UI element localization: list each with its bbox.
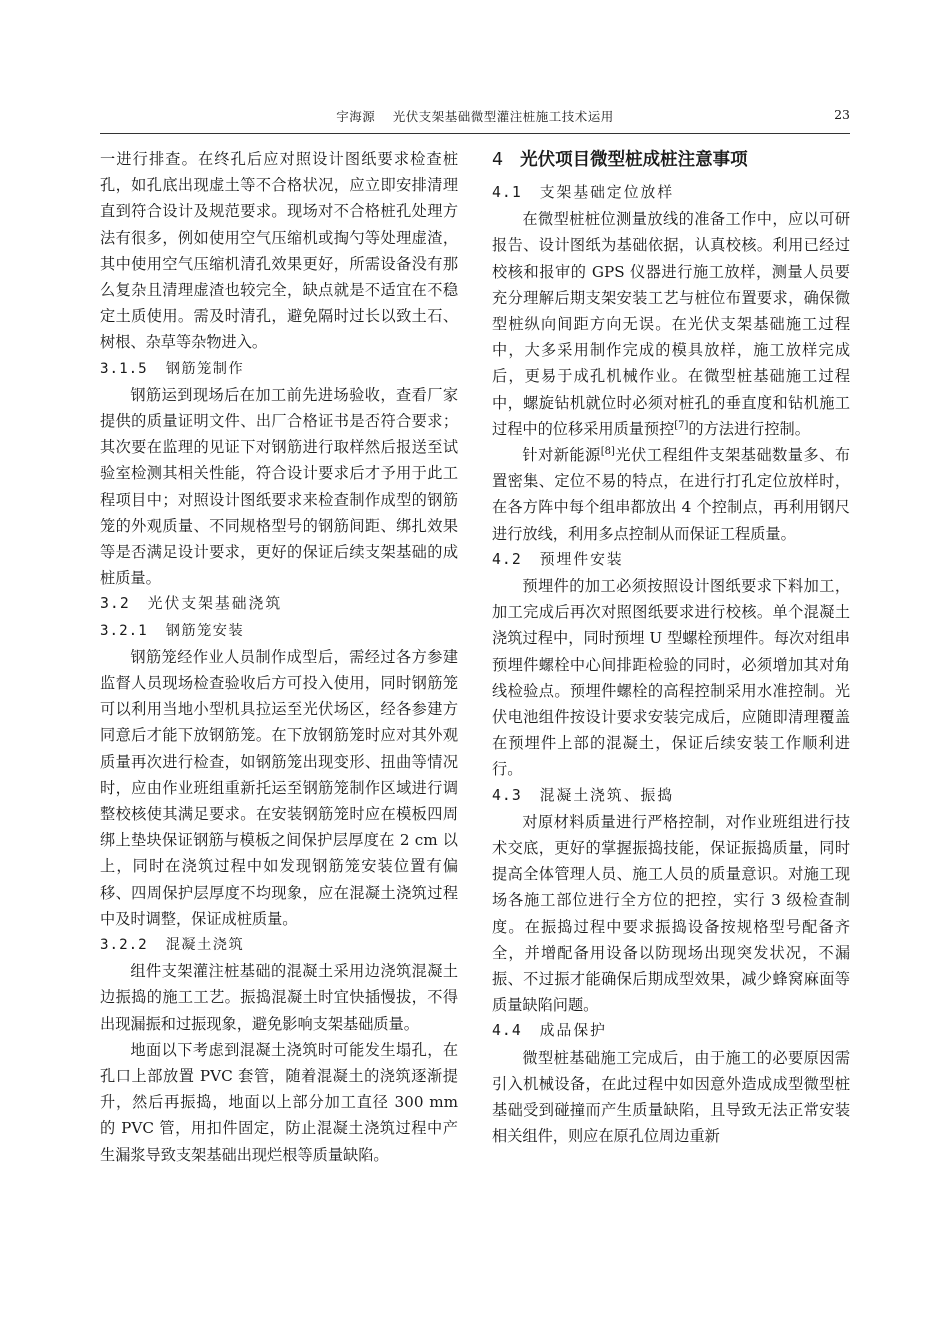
section-number: 3.2.1 <box>100 622 148 639</box>
section-number: 4.2 <box>492 550 522 568</box>
running-header-title: 宇海源 光伏支架基础微型灌注桩施工技术运用 <box>336 109 614 124</box>
section-number: 3.2 <box>100 595 130 613</box>
right-column <box>492 146 850 1149</box>
paragraph: 钢筋运到现场后在加工前先进场验收，查看厂家提供的质量证明文件、出厂合格证书是否符合要求；其次要在监理的见证下对钢筋进行取样然后报送至试验室检测其相关性能，符合设计要求后才予用于此工程项目中；对照设计图纸要求来检查制作成型的钢筋笼的外观质量、不同规格型号的钢筋间距、绑扎效果等是否满足设计要求，更好的保证后续支架基础的成桩质量。 <box>100 385 458 588</box>
section-number: 4.4 <box>492 1022 522 1040</box>
page-number: 23 <box>834 107 850 122</box>
paragraph: 地面以下考虑到混凝土浇筑时可能发生塌孔，在孔口上部放置 PVC 套管，随着混凝土的浇筑逐渐提升，然后再振捣，地面以上部分加工直径 300 mm 的 PVC 管，用扣件固定，防止混凝土浇筑过程中产生漏浆导致支架基础出现烂根等质量缺陷。 <box>100 1040 458 1164</box>
running-header <box>100 107 850 129</box>
paragraph: 对原材料质量进行严格控制，对作业班组进行技术交底，更好的掌握振捣技能，保证振捣质量，同时提高全体管理人员、施工人员的质量意识。对施工现场各施工部位进行全方位的把控，实行 3 级检查制度。在振捣过程中要求振捣设备按规格型号配备齐全，并增配备用设备以防现场出现突发状况，不漏振、不过振才能确保后期成型效果，减少蜂窝麻面等质量缺陷问题。 <box>492 812 850 1015</box>
section-heading-3-2 <box>100 591 458 617</box>
section-title: 钢筋笼安装 <box>165 622 245 639</box>
section-title: 成品保护 <box>539 1022 607 1040</box>
section-title: 混凝土浇筑、振捣 <box>539 786 675 804</box>
section-title: 混凝土浇筑 <box>165 937 245 954</box>
section-number: 4 <box>492 150 505 170</box>
citation-ref: [7] <box>674 419 689 431</box>
section-heading-3-1-5 <box>100 356 458 382</box>
section-number: 4.3 <box>492 786 522 804</box>
paragraph: 组件支架灌注桩基础的混凝土采用边浇筑混凝土边振捣的施工工艺。振捣混凝土时宜快插慢拔，不得出现漏振和过振现象，避免影响支架基础质量。 <box>100 962 458 1033</box>
section-heading-4-3 <box>492 783 850 809</box>
section-heading-4-2 <box>492 547 850 573</box>
paragraph <box>492 206 850 442</box>
section-number: 4.1 <box>492 184 522 201</box>
text-run: 的方法进行控制。 <box>688 419 810 438</box>
text-run: 在微型桩桩位测量放线的准备工作中，应以可研报告、设计图纸为基础依据，认真校核。利用已经过校核和报审的 GPS 仪器进行施工放样，测量人员要充分理解后期支架安装工艺与桩位布置要求，确保微型桩纵向间距方向无误。在光伏支架基础施工过程中，大多采用制作完成的模具放样，施工放样完成后，更易于成孔机械作业。在微型桩基础施工过程中，螺旋钻机就位时必须对桩孔的垂直度和钻机施工过程中的位移采用质量预控 <box>492 210 850 438</box>
section-title: 钢筋笼制作 <box>165 360 245 377</box>
section-heading-3-2-1 <box>100 618 458 644</box>
left-column <box>100 146 458 1168</box>
text-run: 光伏工程组件支架基础数量多、布置密集、定位不易的特点，在进行打孔定位放样时，在各方阵中每个组串都放出 4 个控制点，再利用钢尺进行放线，利用多点控制从而保证工程质量。 <box>492 446 850 543</box>
text-run: 针对新能源 <box>522 446 601 465</box>
section-heading-4 <box>492 146 850 174</box>
paragraph: 一进行排查。在终孔后应对照设计图纸要求检查桩孔，如孔底出现虚土等不合格状况，应立即安排清理直到符合设计及规范要求。现场对不合格桩孔处理方法有很多，例如使用空气压缩机或掏勺等处理虚渣，其中使用空气压缩机清孔效果更好，所需设备没有那么复杂且清理虚渣也较完全，缺点就是不适宜在不稳定土质使用。需及时清孔，避免隔时过长以致土石、树根、杂草等杂物进入。 <box>100 150 458 352</box>
section-heading-3-2-2 <box>100 932 458 958</box>
section-title: 预埋件安装 <box>539 550 624 568</box>
paragraph <box>492 442 850 547</box>
section-number: 3.2.2 <box>100 937 148 954</box>
paragraph: 预埋件的加工必须按照设计图纸要求下料加工，加工完成后再次对照图纸要求进行校核。单个混凝土浇筑过程中，同时预埋 U 型螺栓预埋件。每次对组串预埋件螺栓中心间排距检验的同时，必须增加其对角线检验点。预埋件螺栓的高程控制采用水准控制。光伏电池组件按设计要求安装完成后，应随即清理覆盖在预埋件上部的混凝土，保证后续安装工作顺利进行。 <box>492 577 850 779</box>
paragraph: 钢筋笼经作业人员制作成型后，需经过各方参建监督人员现场检查验收后方可投入使用，同时钢筋笼可以利用当地小型机具拉运至光伏场区，经各参建方同意后才能下放钢筋笼。在下放钢筋笼时应对其外观质量再次进行检查，如钢筋笼出现变形、扭曲等情况时，应由作业班组重新托运至钢筋笼制作区域进行调整校核使其满足要求。在安装钢筋笼时应在模板四周绑上垫块保证钢筋与模板之间保护层厚度在 2 cm 以上，同时在浇筑过程中如发现钢筋笼安装位置有偏移、四周保护层厚度不均现象，应在混凝土浇筑过程中及时调整，保证成桩质量。 <box>100 647 458 928</box>
section-heading-4-4 <box>492 1018 850 1044</box>
citation-ref: [8] <box>600 445 615 457</box>
header-divider <box>100 133 850 134</box>
section-title: 光伏项目微型桩成桩注意事项 <box>520 150 748 170</box>
section-heading-4-1 <box>492 180 850 206</box>
paragraph: 微型桩基础施工完成后，由于施工的必要原因需引入机械设备，在此过程中如因意外造成成型微型桩基础受到碰撞而产生质量缺陷，且导致无法正常安装相关组件，则应在原孔位周边重新 <box>492 1048 850 1146</box>
section-number: 3.1.5 <box>100 360 148 377</box>
section-title: 光伏支架基础浇筑 <box>147 595 283 613</box>
section-title: 支架基础定位放样 <box>539 184 675 201</box>
